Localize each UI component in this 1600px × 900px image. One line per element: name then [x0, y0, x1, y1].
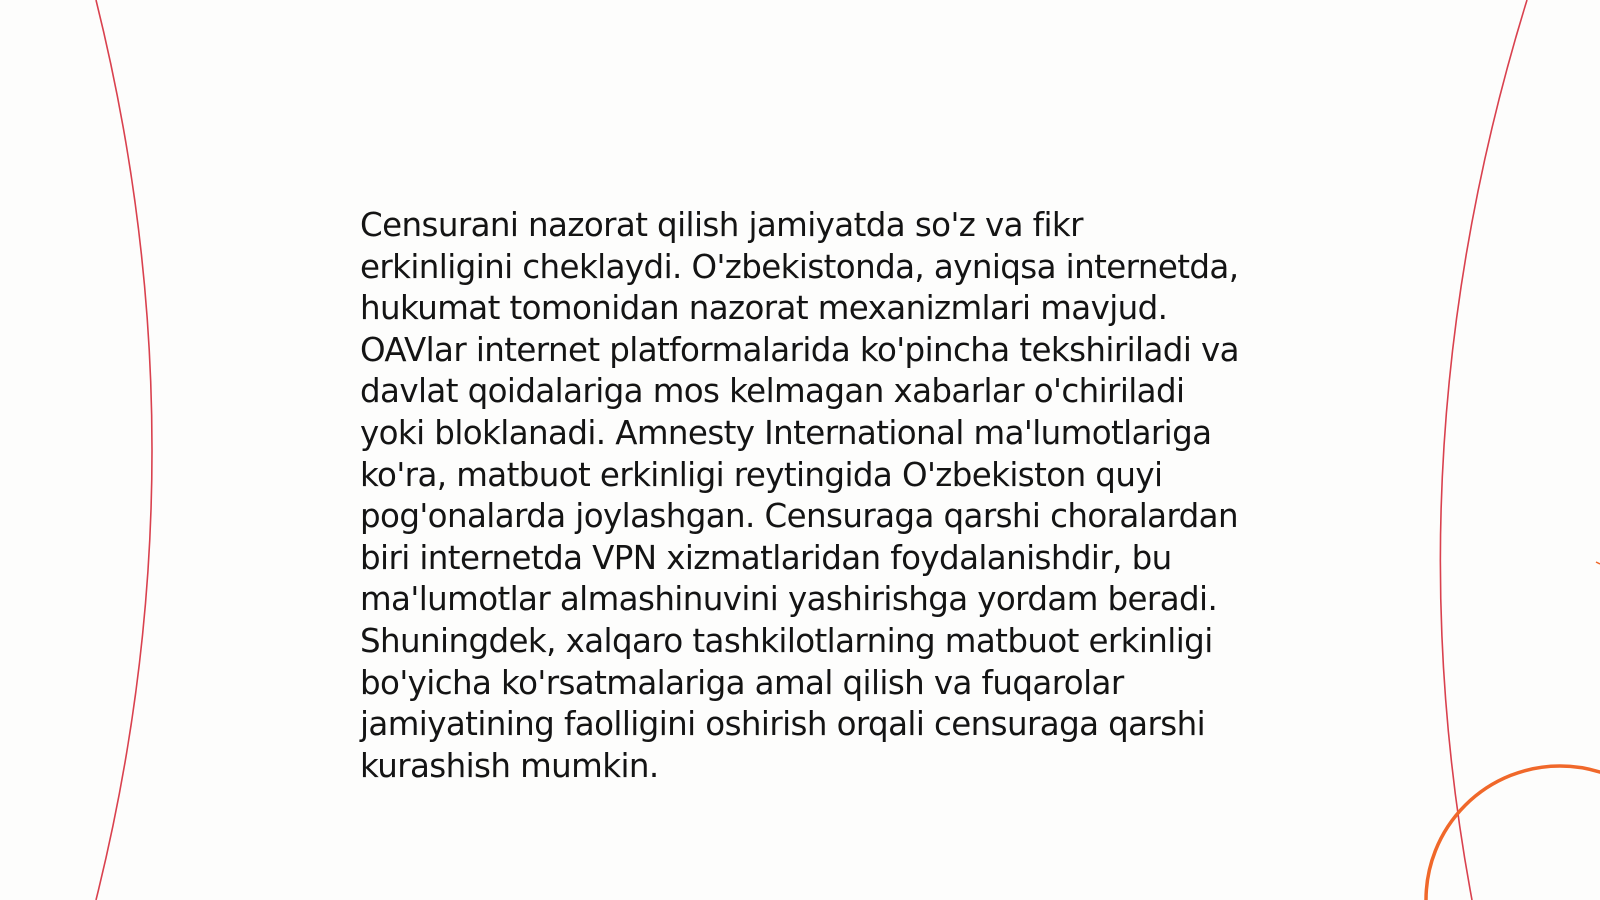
orange-tick-decoration [1596, 562, 1600, 564]
orange-circle-decoration [1426, 766, 1600, 900]
slide-body-text: Censurani nazorat qilish jamiyatda so'z va fikr erkinligini cheklaydi. O'zbekistonda, ayniqsa internetda, hukumat tomonidan nazorat mexanizmlari mavjud. OAVlar internet platformalarida ko'pincha tekshiriladi va davlat qoidalariga mos kelmagan xabarlar o'chiriladi yoki bloklanadi. Amnesty International ma'lumotlariga ko'ra, matbuot erkinligi reytingida O'zbekiston quyi pog'onalarda joylashgan. Censuraga qarshi choralardan biri internetda VPN xizmatlaridan foydalanishdir, bu ma'lumotlar almashinuvini yashirishga yordam beradi. Shuningdek, xalqaro tashkilotlarning matbuot erkinligi bo'yicha ko'rsatmalariga amal qilish va fuqarolar jamiyatining faolligini oshirish orqali censuraga qarshi kurashish mumkin. [360, 206, 1239, 785]
right-arc-decoration [1440, 0, 1527, 900]
left-arc-decoration [96, 0, 152, 900]
